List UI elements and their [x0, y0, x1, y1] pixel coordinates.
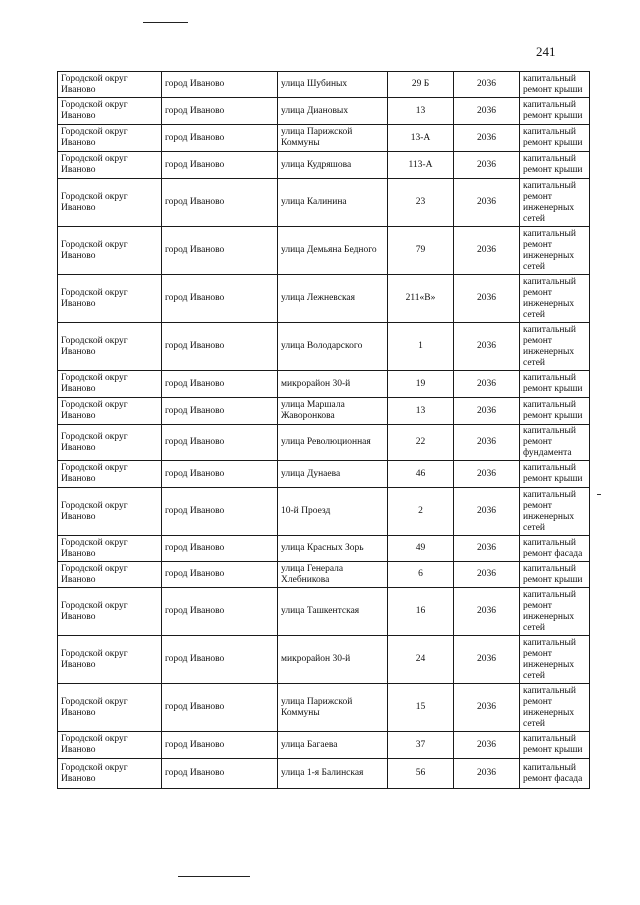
cell-settlement: город Иваново	[162, 275, 278, 323]
cell-house: 23	[388, 179, 454, 227]
cell-year: 2036	[454, 398, 520, 425]
table-row	[58, 562, 590, 588]
cell-year: 2036	[454, 275, 520, 323]
table-row	[58, 398, 590, 425]
cell-municipality: Городской округ Иваново	[58, 684, 162, 732]
cell-street: улица Красных Зорь	[278, 536, 388, 562]
table-row	[58, 636, 590, 684]
cell-street: улица Парижской Коммуны	[278, 684, 388, 732]
table-row	[58, 275, 590, 323]
cell-municipality: Городской округ Иваново	[58, 588, 162, 636]
cell-settlement: город Иваново	[162, 536, 278, 562]
cell-municipality: Городской округ Иваново	[58, 125, 162, 152]
cell-street: улица Лежневская	[278, 275, 388, 323]
cell-municipality: Городской округ Иваново	[58, 562, 162, 588]
cell-year: 2036	[454, 98, 520, 125]
cell-street: улица Революционная	[278, 425, 388, 461]
cell-municipality: Городской округ Иваново	[58, 425, 162, 461]
cell-street: улица Ташкентская	[278, 588, 388, 636]
cell-work: капитальный ремонт фундамента	[520, 425, 590, 461]
cell-house: 79	[388, 227, 454, 275]
table-row	[58, 732, 590, 759]
cell-work: капитальный ремонт крыши	[520, 152, 590, 179]
cell-work: капитальный ремонт крыши	[520, 461, 590, 488]
table-row	[58, 125, 590, 152]
table-row	[58, 536, 590, 562]
cell-settlement: город Иваново	[162, 227, 278, 275]
cell-settlement: город Иваново	[162, 759, 278, 789]
cell-year: 2036	[454, 461, 520, 488]
cell-settlement: город Иваново	[162, 588, 278, 636]
cell-street: улица Багаева	[278, 732, 388, 759]
cell-year: 2036	[454, 562, 520, 588]
cell-work: капитальный ремонт крыши	[520, 562, 590, 588]
cell-settlement: город Иваново	[162, 636, 278, 684]
cell-house: 37	[388, 732, 454, 759]
cell-municipality: Городской округ Иваново	[58, 98, 162, 125]
cell-settlement: город Иваново	[162, 323, 278, 371]
cell-work: капитальный ремонт инженерных сетей	[520, 179, 590, 227]
cell-settlement: город Иваново	[162, 125, 278, 152]
cell-house: 6	[388, 562, 454, 588]
cell-work: капитальный ремонт крыши	[520, 72, 590, 98]
cell-house: 49	[388, 536, 454, 562]
cell-work: капитальный ремонт фасада	[520, 759, 590, 789]
cell-year: 2036	[454, 125, 520, 152]
table-row	[58, 371, 590, 398]
cell-municipality: Городской округ Иваново	[58, 732, 162, 759]
table-row	[58, 461, 590, 488]
cell-settlement: город Иваново	[162, 371, 278, 398]
cell-house: 13	[388, 398, 454, 425]
cell-year: 2036	[454, 72, 520, 98]
cell-street: улица Диановых	[278, 98, 388, 125]
table-row	[58, 152, 590, 179]
cell-house: 16	[388, 588, 454, 636]
header-rule	[143, 22, 188, 23]
cell-year: 2036	[454, 371, 520, 398]
cell-house: 13-А	[388, 125, 454, 152]
cell-settlement: город Иваново	[162, 732, 278, 759]
cell-house: 19	[388, 371, 454, 398]
cell-year: 2036	[454, 636, 520, 684]
table-row	[58, 179, 590, 227]
cell-work: капитальный ремонт крыши	[520, 98, 590, 125]
cell-settlement: город Иваново	[162, 488, 278, 536]
cell-municipality: Городской округ Иваново	[58, 72, 162, 98]
cell-year: 2036	[454, 323, 520, 371]
cell-settlement: город Иваново	[162, 425, 278, 461]
cell-street: улица Калинина	[278, 179, 388, 227]
cell-settlement: город Иваново	[162, 684, 278, 732]
cell-street: 10-й Проезд	[278, 488, 388, 536]
cell-street: улица Дунаева	[278, 461, 388, 488]
cell-municipality: Городской округ Иваново	[58, 323, 162, 371]
cell-municipality: Городской округ Иваново	[58, 398, 162, 425]
cell-work: капитальный ремонт фасада	[520, 536, 590, 562]
cell-work: капитальный ремонт инженерных сетей	[520, 684, 590, 732]
cell-work: капитальный ремонт инженерных сетей	[520, 488, 590, 536]
table-row	[58, 72, 590, 98]
cell-year: 2036	[454, 732, 520, 759]
cell-street: улица Володарского	[278, 323, 388, 371]
cell-street: улица Генерала Хлебникова	[278, 562, 388, 588]
cell-street: микрорайон 30-й	[278, 371, 388, 398]
cell-settlement: город Иваново	[162, 461, 278, 488]
cell-house: 15	[388, 684, 454, 732]
cell-house: 1	[388, 323, 454, 371]
cell-house: 29 Б	[388, 72, 454, 98]
cell-municipality: Городской округ Иваново	[58, 461, 162, 488]
cell-house: 113-А	[388, 152, 454, 179]
cell-settlement: город Иваново	[162, 98, 278, 125]
footer-rule	[178, 876, 250, 877]
cell-municipality: Городской округ Иваново	[58, 488, 162, 536]
cell-municipality: Городской округ Иваново	[58, 636, 162, 684]
cell-year: 2036	[454, 588, 520, 636]
table-row	[58, 684, 590, 732]
cell-municipality: Городской округ Иваново	[58, 275, 162, 323]
table-row	[58, 488, 590, 536]
table-row	[58, 425, 590, 461]
table-row	[58, 227, 590, 275]
cell-year: 2036	[454, 227, 520, 275]
cell-settlement: город Иваново	[162, 72, 278, 98]
cell-house: 211«В»	[388, 275, 454, 323]
cell-settlement: город Иваново	[162, 152, 278, 179]
cell-street: улица Шубиных	[278, 72, 388, 98]
margin-mark	[597, 494, 601, 495]
cell-municipality: Городской округ Иваново	[58, 152, 162, 179]
table-row	[58, 588, 590, 636]
cell-street: улица Парижской Коммуны	[278, 125, 388, 152]
cell-house: 2	[388, 488, 454, 536]
cell-municipality: Городской округ Иваново	[58, 179, 162, 227]
cell-work: капитальный ремонт крыши	[520, 398, 590, 425]
cell-house: 56	[388, 759, 454, 789]
cell-house: 46	[388, 461, 454, 488]
cell-work: капитальный ремонт инженерных сетей	[520, 588, 590, 636]
cell-work: капитальный ремонт инженерных сетей	[520, 227, 590, 275]
cell-municipality: Городской округ Иваново	[58, 759, 162, 789]
cell-street: улица Маршала Жаворонкова	[278, 398, 388, 425]
cell-work: капитальный ремонт инженерных сетей	[520, 323, 590, 371]
cell-year: 2036	[454, 179, 520, 227]
table-row	[58, 759, 590, 789]
cell-municipality: Городской округ Иваново	[58, 536, 162, 562]
cell-work: капитальный ремонт крыши	[520, 732, 590, 759]
cell-year: 2036	[454, 536, 520, 562]
cell-year: 2036	[454, 488, 520, 536]
cell-settlement: город Иваново	[162, 562, 278, 588]
cell-year: 2036	[454, 152, 520, 179]
cell-work: капитальный ремонт инженерных сетей	[520, 636, 590, 684]
page-number: 241	[536, 44, 556, 59]
cell-street: улица Кудряшова	[278, 152, 388, 179]
cell-year: 2036	[454, 684, 520, 732]
cell-settlement: город Иваново	[162, 398, 278, 425]
cell-street: микрорайон 30-й	[278, 636, 388, 684]
cell-house: 13	[388, 98, 454, 125]
cell-work: капитальный ремонт инженерных сетей	[520, 275, 590, 323]
cell-municipality: Городской округ Иваново	[58, 227, 162, 275]
table-row	[58, 323, 590, 371]
cell-year: 2036	[454, 759, 520, 789]
repair-schedule-table	[57, 71, 590, 789]
cell-street: улица 1-я Балинская	[278, 759, 388, 789]
cell-house: 22	[388, 425, 454, 461]
cell-municipality: Городской округ Иваново	[58, 371, 162, 398]
table-row	[58, 98, 590, 125]
cell-year: 2036	[454, 425, 520, 461]
cell-street: улица Демьяна Бедного	[278, 227, 388, 275]
cell-house: 24	[388, 636, 454, 684]
cell-settlement: город Иваново	[162, 179, 278, 227]
cell-work: капитальный ремонт крыши	[520, 125, 590, 152]
cell-work: капитальный ремонт крыши	[520, 371, 590, 398]
